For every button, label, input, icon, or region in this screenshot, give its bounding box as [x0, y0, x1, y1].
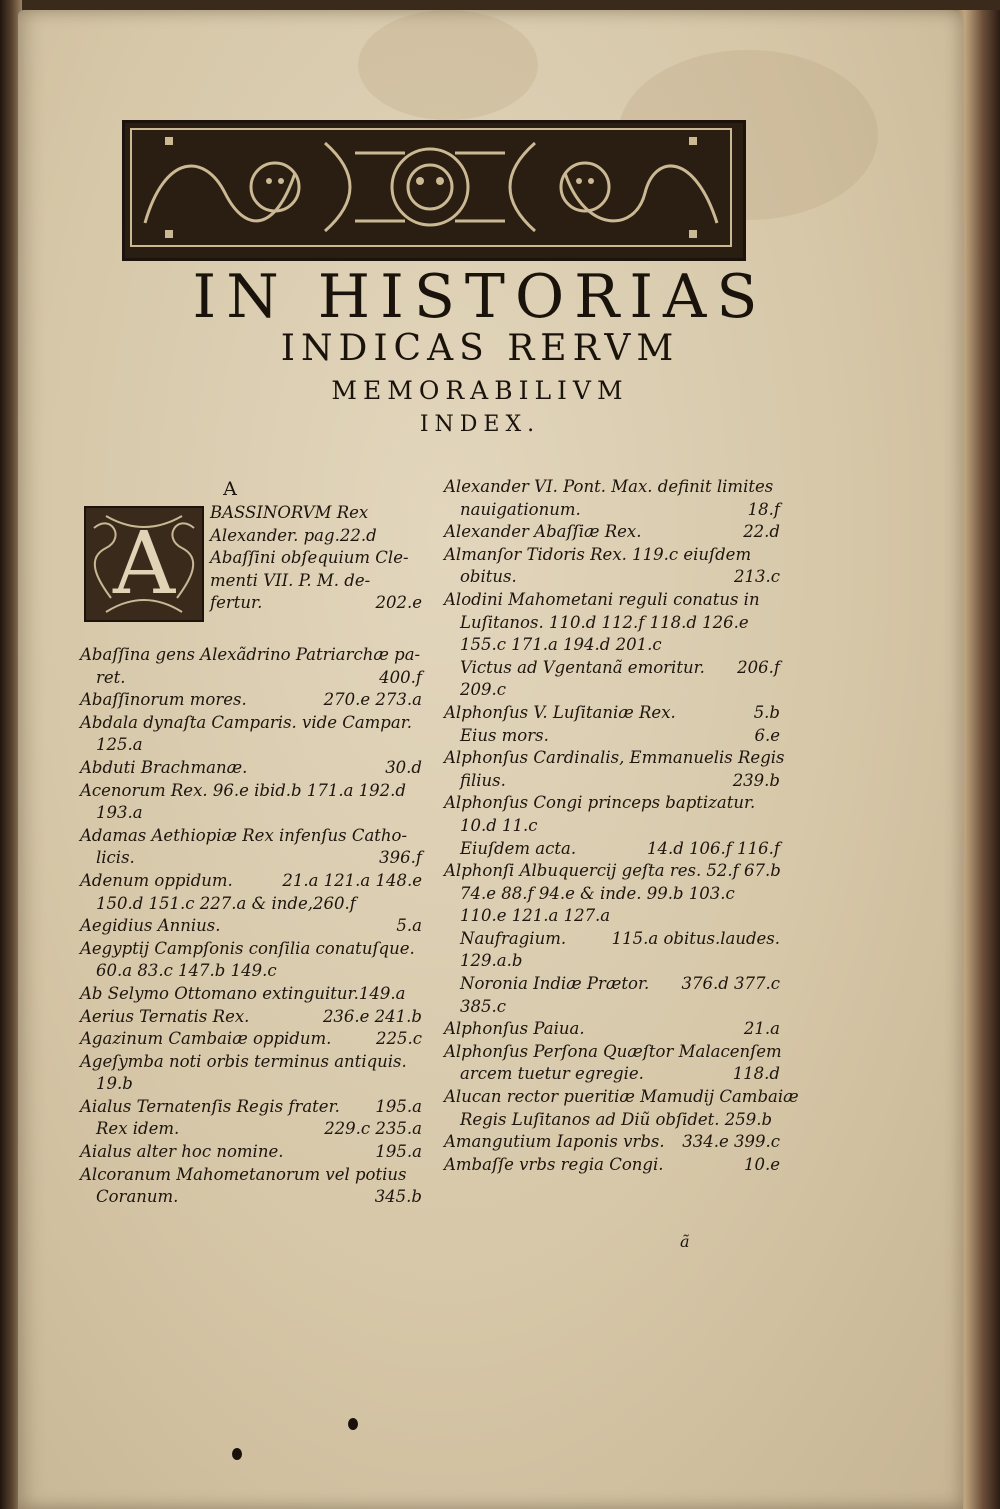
entry-text: Amangutium Iaponis vrbs.: [444, 1132, 665, 1152]
index-entry-line: [210, 570, 422, 593]
index-entry-line: [444, 1131, 780, 1154]
headpiece-ornament-icon: [125, 123, 737, 252]
entry-text: arcem tuetur egregie.: [460, 1064, 644, 1084]
entry-text: licis.: [96, 848, 135, 868]
entry-text: Acenorum Rex. 96.e ibid.b 171.a 192.d: [80, 780, 406, 800]
index-entry-line: [444, 883, 780, 906]
entry-text: Alphonſi Albuquercij geſta res. 52.f 67.b: [444, 861, 781, 881]
index-entry-line: [444, 634, 780, 657]
decorated-initial: [84, 506, 204, 622]
entry-text: nauigationum.: [460, 499, 581, 519]
entry-text: Aegyptij Campſonis conſilia conatuſque.: [80, 938, 415, 958]
entry-text: 150.d 151.c 227.a & inde,260.f: [96, 893, 356, 913]
entry-text: Aialus alter hoc nomine.: [80, 1142, 284, 1162]
index-entry-line: [444, 499, 780, 522]
page-reference: 239.b: [732, 770, 780, 790]
page-reference: 5.b: [753, 702, 780, 722]
page-reference: 225.c: [376, 1029, 422, 1049]
index-entry-line: [444, 679, 780, 702]
index-entry-line: [444, 905, 780, 928]
section-letter: A: [223, 478, 237, 500]
entry-text: Luſitanos. 110.d 112.f 118.d 126.e: [460, 612, 749, 632]
index-entry-line: [80, 644, 422, 667]
entry-text: 209.c: [460, 680, 506, 700]
index-entry-line: [210, 525, 422, 548]
index-entry-line: [210, 502, 422, 525]
page-reference: 195.a: [375, 1096, 422, 1116]
index-entry-line: [80, 847, 422, 870]
entry-text: Alexander. pag.22.d: [210, 525, 377, 545]
entry-text: Eiuſdem acta.: [460, 838, 577, 858]
entry-text: Alodini Mahometani reguli conatus in: [444, 589, 760, 609]
entry-text: Noronia Indiæ Prætor.: [460, 974, 650, 994]
index-entry-line: [80, 1141, 422, 1164]
entry-text: Agazinum Cambaiæ oppidum.: [80, 1029, 332, 1049]
index-entry-line: [80, 1051, 422, 1074]
index-entry-line: [80, 1073, 422, 1096]
index-entry-line: [80, 689, 422, 712]
index-entry-line: [80, 1164, 422, 1187]
entry-text: Coranum.: [96, 1187, 179, 1207]
initial-letter: A: [112, 514, 176, 614]
entry-text: Naufragium.: [460, 928, 567, 948]
index-entry-line: [444, 566, 780, 589]
entry-text: ret.: [96, 667, 126, 687]
entry-text: Adamas Aethiopiæ Rex infenſus Catho-: [80, 825, 408, 845]
entry-text: 10.d 11.c: [460, 815, 538, 835]
entry-text: BASSINORVM Rex: [210, 503, 369, 522]
index-entry-line: [80, 757, 422, 780]
index-entry-line: [80, 960, 422, 983]
entry-text: Aegidius Annius.: [80, 916, 221, 936]
index-entry-line: [444, 996, 780, 1019]
page-reference: 195.a: [375, 1142, 422, 1162]
entry-text: obitus.: [460, 567, 517, 587]
index-entry-line: [80, 1186, 422, 1209]
index-column-left: [80, 476, 422, 1209]
entry-text: Alexander VI. Pont. Max. definit limites: [444, 477, 774, 496]
first-entry: [80, 502, 422, 644]
page-reference: 21.a 121.a 148.e: [282, 870, 422, 890]
index-entry-line: [80, 1118, 422, 1141]
left-entries: [80, 644, 422, 1209]
page-reference: 202.e: [375, 593, 422, 613]
entry-text: 19.b: [96, 1074, 133, 1094]
index-entry-line: [444, 1109, 780, 1132]
wormhole: [232, 1448, 242, 1460]
entry-text: Alphonſus V. Luſitaniæ Rex.: [444, 702, 676, 722]
index-entry-line: [444, 1086, 799, 1109]
entry-text: menti VII. P. M. de-: [210, 570, 371, 590]
index-entry-line: [80, 870, 422, 893]
entry-text: Ambaſſe vrbs regia Congi.: [444, 1154, 664, 1174]
entry-text: Adenum oppidum.: [80, 870, 233, 890]
entry-text: Alphonſus Congi princeps baptizatur.: [444, 793, 756, 813]
entry-text: Alphonſus Perſona Quæſtor Malacenſem: [444, 1041, 782, 1061]
index-entry-line: [444, 1154, 780, 1177]
page-reference: 115.a obitus.laudes.: [611, 928, 780, 948]
page-reference: 118.d: [732, 1064, 780, 1084]
page-reference: 21.a: [743, 1019, 780, 1039]
index-entry-line: [80, 780, 422, 803]
index-entry-line: [80, 667, 422, 690]
entry-text: Abduti Brachmanæ.: [80, 757, 248, 777]
entry-text: Ab Selymo Ottomano extinguitur.149.a: [80, 983, 406, 1003]
entry-text: Alexander Abaſſiæ Rex.: [444, 522, 642, 542]
index-entry-line: [444, 521, 780, 544]
page-reference: 22.d: [743, 522, 780, 542]
entry-text: 155.c 171.a 194.d 201.c: [460, 635, 662, 655]
index-entry-line: [444, 1063, 780, 1086]
entry-text: Regis Luſitanos ad Diũ obſidet. 259.b: [460, 1109, 773, 1129]
catchword: ã: [680, 1232, 690, 1251]
entry-text: 60.a 83.c 147.b 149.c: [96, 961, 277, 981]
index-entry-line: [444, 838, 780, 861]
page-reference: 400.f: [379, 667, 422, 687]
index-entry-line: [80, 915, 422, 938]
wormhole: [348, 1418, 358, 1430]
index-entry-line: [80, 1028, 422, 1051]
entry-text: 385.c: [460, 996, 506, 1016]
index-entry-line: [444, 815, 780, 838]
index-entry-line: [444, 589, 780, 612]
entry-text: filius.: [460, 770, 506, 790]
entry-text: 74.e 88.f 94.e & inde. 99.b 103.c: [460, 883, 735, 903]
entry-text: Rex idem.: [96, 1119, 180, 1139]
page-reference: 270.e 273.a: [323, 690, 422, 710]
index-entry-line: [80, 893, 422, 916]
entry-text: Almanſor Tidoris Rex. 119.c eiuſdem: [444, 544, 752, 564]
title-line-3: MEMORABILIVM: [331, 376, 629, 405]
entry-text: Alucan rector pueritiæ Mamudij Cambaiæ: [444, 1087, 799, 1107]
entry-text: Alphonſus Paiua.: [444, 1019, 585, 1039]
index-entry-line: [444, 476, 780, 499]
entry-text: Abaſſini obſequium Cle-: [210, 548, 409, 568]
index-entry-line: [444, 702, 780, 725]
page-reference: 396.f: [379, 848, 422, 868]
index-entry-line: [80, 938, 422, 961]
page-reference: 236.e 241.b: [322, 1006, 422, 1026]
page-reference: 229.c 235.a: [324, 1119, 422, 1139]
page-reference: 30.d: [385, 757, 422, 777]
title-line-2: INDICAS RERVM: [280, 328, 680, 369]
index-entry-line: [444, 747, 785, 770]
page-reference: 5.a: [396, 916, 422, 936]
page-reference: 345.b: [374, 1187, 422, 1207]
page-reference: 10.e: [743, 1154, 780, 1174]
entry-text: Alphonſus Cardinalis, Emmanuelis Regis: [444, 748, 785, 768]
index-entry-line: [444, 950, 780, 973]
index-column-right: [444, 476, 799, 1176]
entry-text: Ageſymba noti orbis terminus antiquis.: [80, 1051, 407, 1071]
index-entry-line: [80, 983, 422, 1006]
index-entry-line: [444, 770, 780, 793]
page-reference: 334.e 399.c: [682, 1132, 780, 1152]
entry-text: Aerius Ternatis Rex.: [80, 1006, 250, 1026]
index-entry-line: [444, 928, 780, 951]
entry-text: fertur.: [210, 593, 263, 613]
index-entry-line: [80, 825, 422, 848]
index-entry-line: [444, 544, 780, 567]
first-entry-lines: [210, 502, 422, 615]
index-entry-line: [444, 792, 780, 815]
page-reference: 206.f: [737, 657, 780, 677]
entry-text: Abaſſina gens Alexãdrino Patriarchæ pa-: [80, 645, 421, 664]
index-entry-line: [444, 1041, 780, 1064]
ornamental-headpiece: [122, 120, 746, 261]
entry-text: 125.a: [96, 735, 143, 755]
index-entry-line: [80, 1006, 422, 1029]
entry-text: Abdala dynaſta Camparis. vide Campar.: [80, 712, 413, 732]
page-reference: 213.c: [734, 567, 780, 587]
title-line-4: INDEX.: [419, 412, 541, 437]
page-reference: 18.f: [747, 499, 780, 519]
index-entry-line: [80, 1096, 422, 1119]
entry-text: 110.e 121.a 127.a: [460, 906, 611, 926]
entry-text: Alcoranum Mahometanorum vel potius: [80, 1164, 407, 1184]
entry-text: 193.a: [96, 803, 143, 823]
index-entry-line: [444, 612, 780, 635]
water-stain: [358, 10, 538, 120]
index-entry-line: [80, 734, 422, 757]
entry-text: 129.a.b: [460, 951, 523, 971]
entry-text: Aialus Ternatenſis Regis frater.: [80, 1096, 340, 1116]
entry-text: Victus ad Vgentanã emoritur.: [460, 657, 705, 677]
index-entry-line: [210, 547, 422, 570]
page-reference: 14.d 106.f 116.f: [647, 838, 780, 858]
index-entry-line: [444, 973, 780, 996]
entry-text: Eius mors.: [460, 725, 549, 745]
index-entry-line: [210, 592, 422, 615]
title-line-1: IN HISTORIAS: [192, 262, 768, 332]
page-reference: 376.d 377.c: [681, 974, 780, 994]
index-entry-line: [80, 712, 422, 735]
index-entry-line: [444, 1018, 780, 1041]
page-reference: 6.e: [754, 725, 780, 745]
entry-text: Abaſſinorum mores.: [80, 690, 247, 710]
index-entry-line: [444, 657, 780, 680]
index-entry-line: [444, 860, 780, 883]
index-entry-line: [444, 725, 780, 748]
index-entry-line: [80, 802, 422, 825]
